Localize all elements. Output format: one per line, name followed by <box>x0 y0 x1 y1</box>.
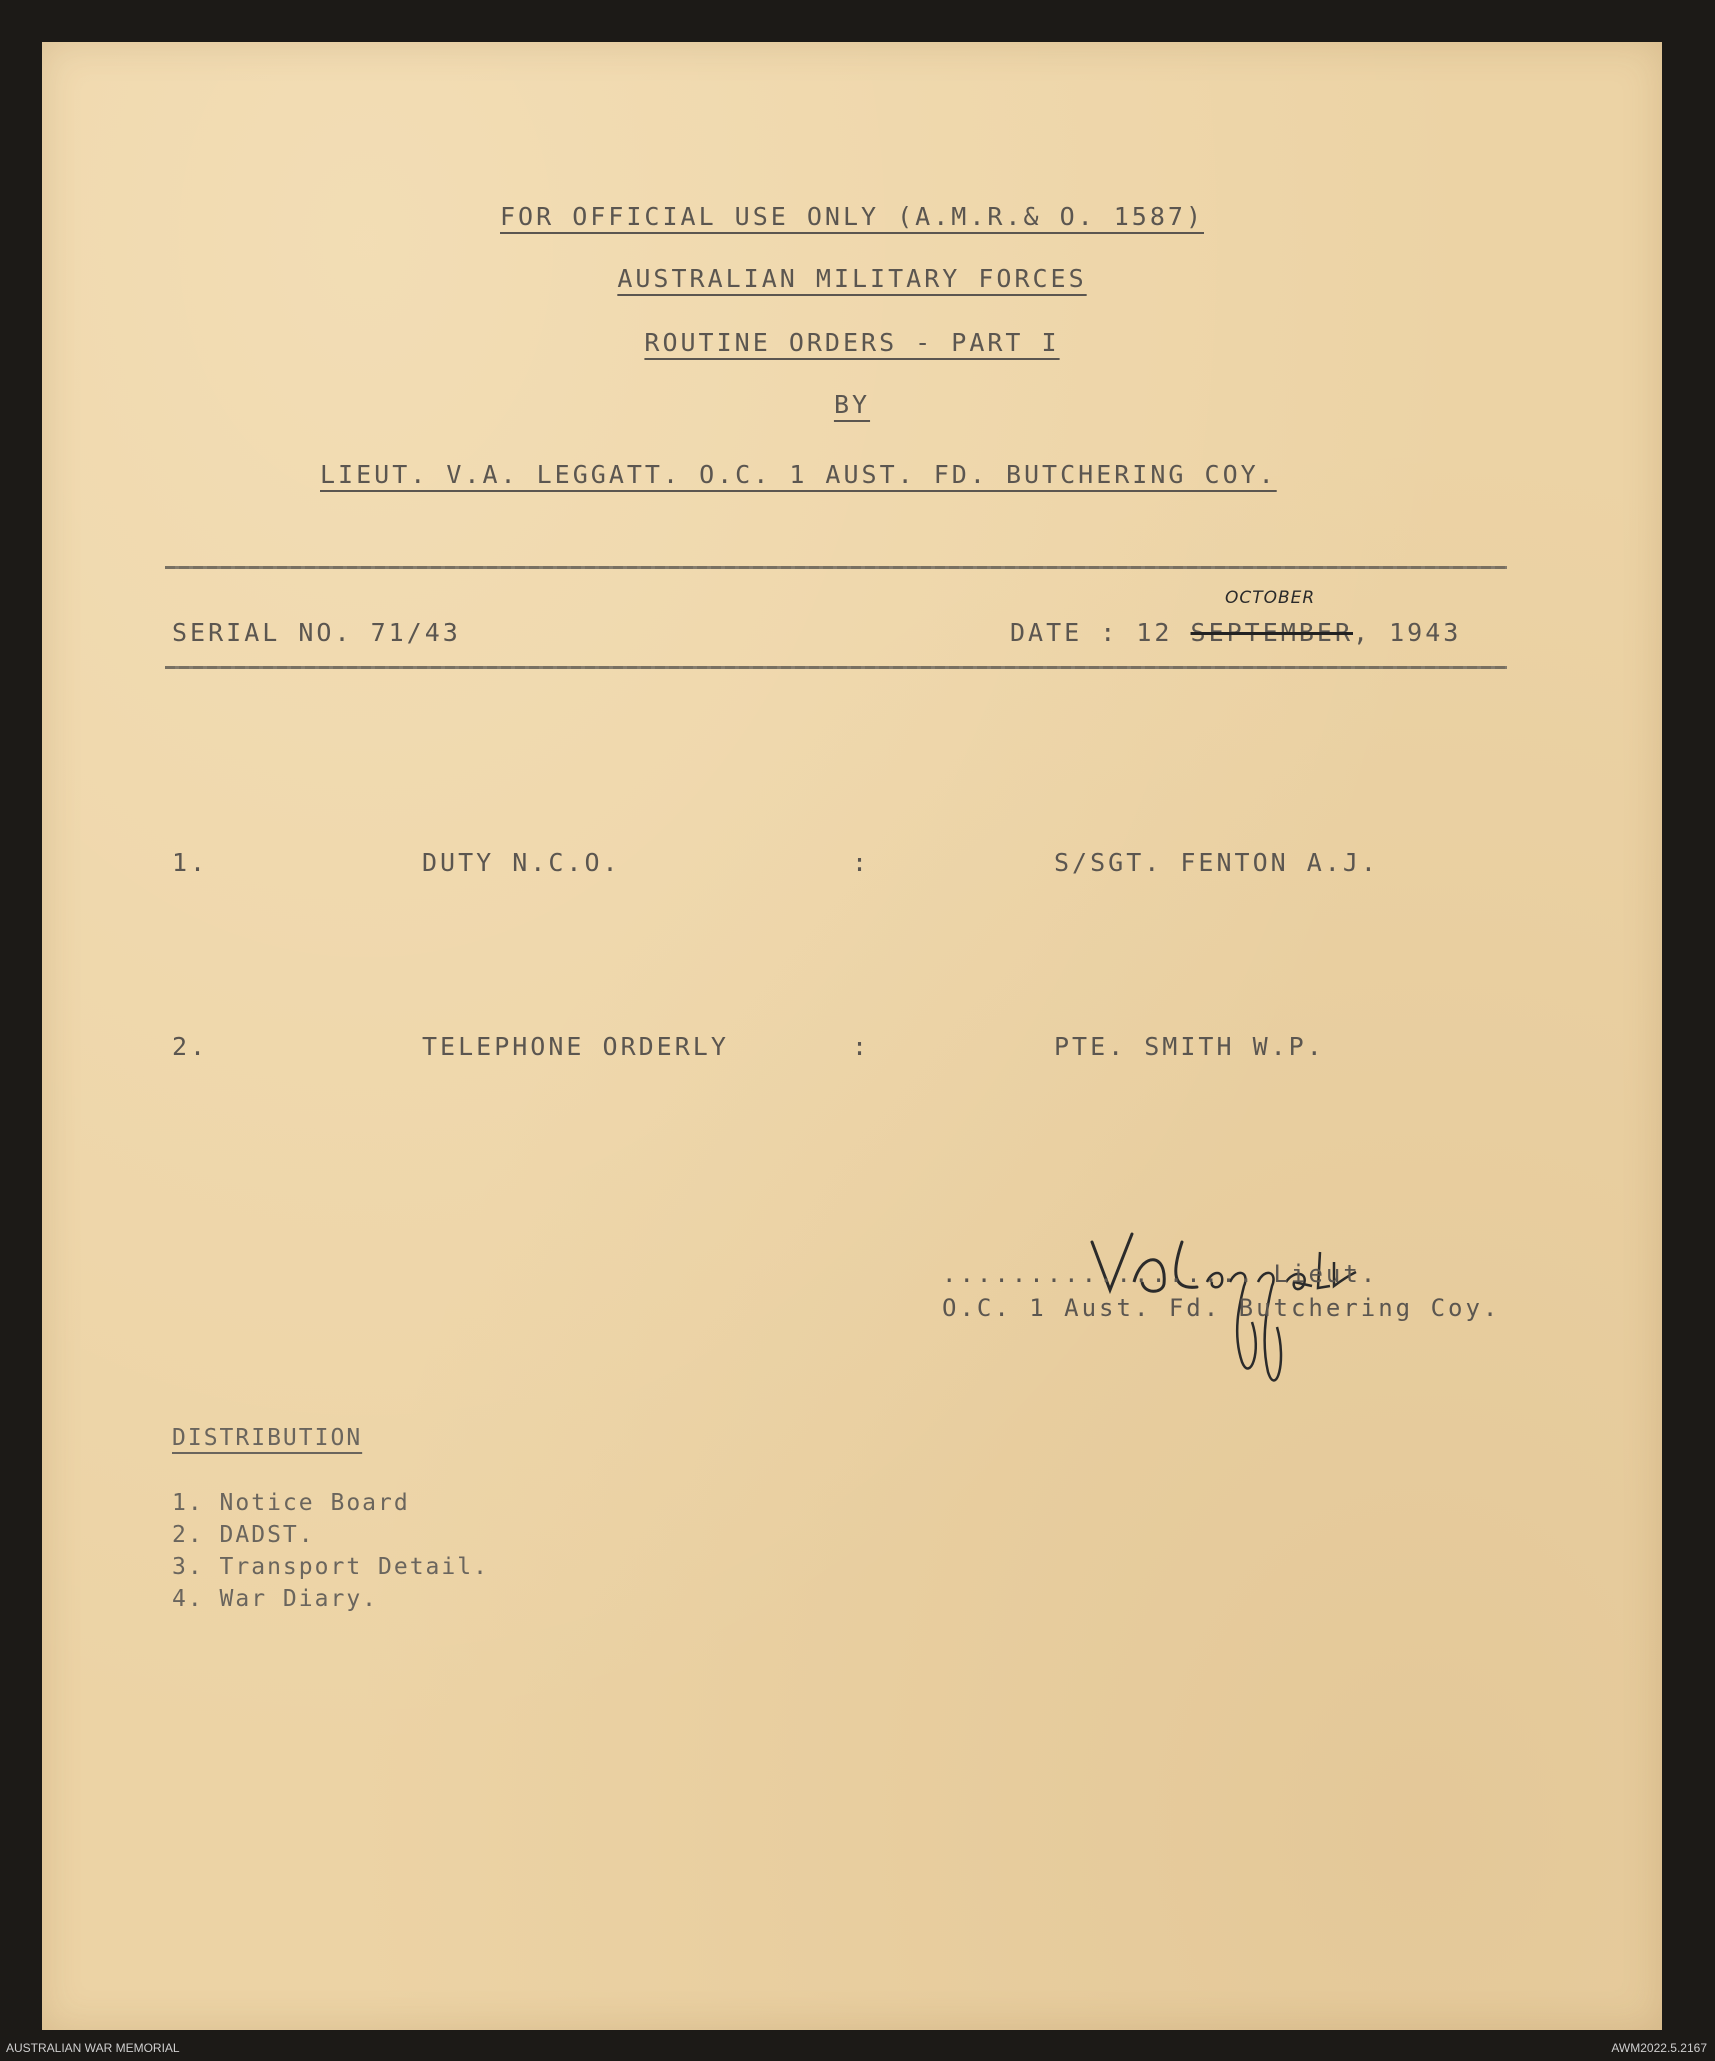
document-page <box>42 42 1662 2030</box>
top-rule <box>165 566 1507 569</box>
order-separator: : <box>852 1032 871 1061</box>
date-correction-handwritten: OCTOBER <box>1225 588 1316 608</box>
signature-line <box>942 1260 1378 1288</box>
date-struck-month: SEPTEMBER <box>1190 618 1353 647</box>
date-prefix: DATE : 12 <box>1010 618 1173 647</box>
distribution-item: 2. DADST. <box>172 1522 315 1548</box>
signature-rank: Lieut. <box>1273 1260 1379 1288</box>
orders-heading: ROUTINE ORDERS - PART I <box>644 328 1060 357</box>
order-number: 1. <box>172 848 209 877</box>
order-assignee: S/SGT. FENTON A.J. <box>1054 848 1379 877</box>
order-duty: DUTY N.C.O. <box>422 848 621 877</box>
archive-reference: AWM2022.5.2167 <box>1611 2041 1707 2055</box>
order-assignee: PTE. SMITH W.P. <box>1054 1032 1325 1061</box>
distribution-item: 4. War Diary. <box>172 1586 379 1612</box>
serial-number: SERIAL NO. 71/43 <box>172 618 461 647</box>
order-separator: : <box>852 848 871 877</box>
date-suffix: , 1943 <box>1353 618 1462 647</box>
date-line <box>1010 618 1461 647</box>
issuing-officer-heading: LIEUT. V.A. LEGGATT. O.C. 1 AUST. FD. BUTCHERING COY. <box>320 460 1277 489</box>
signature-dots: .................. <box>942 1260 1257 1288</box>
distribution-heading: DISTRIBUTION <box>172 1425 363 1451</box>
by-heading: BY <box>833 390 871 419</box>
order-duty: TELEPHONE ORDERLY <box>422 1032 729 1061</box>
signature-title: O.C. 1 Aust. Fd. Butchering Coy. <box>942 1294 1501 1322</box>
classification-heading: FOR OFFICIAL USE ONLY (A.M.R.& O. 1587) <box>500 202 1204 231</box>
distribution-item: 3. Transport Detail. <box>172 1554 489 1580</box>
archive-credit: AUSTRALIAN WAR MEMORIAL <box>6 2041 180 2055</box>
bottom-rule <box>165 666 1507 669</box>
order-number: 2. <box>172 1032 209 1061</box>
distribution-item: 1. Notice Board <box>172 1490 410 1516</box>
organisation-heading: AUSTRALIAN MILITARY FORCES <box>617 264 1087 293</box>
